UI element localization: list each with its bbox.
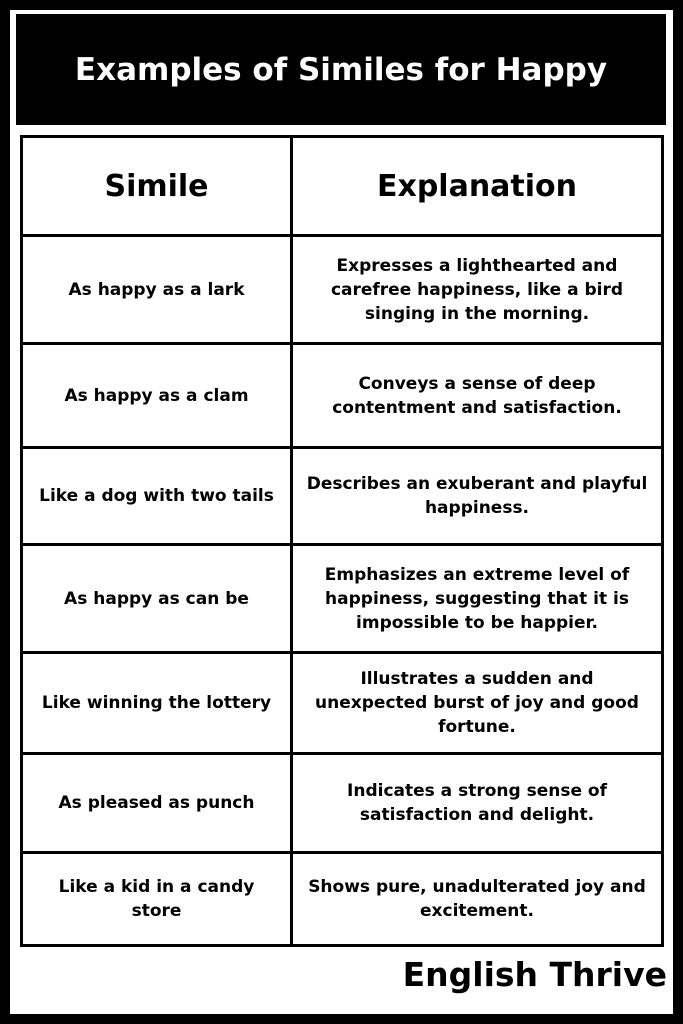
header-explanation: Explanation: [292, 137, 663, 236]
simile-cell: As happy as a lark: [22, 236, 292, 344]
explanation-cell: Indicates a strong sense of satisfaction and delight.: [292, 754, 663, 853]
explanation-cell: Illustrates a sudden and unexpected burst of joy and good fortune.: [292, 653, 663, 754]
table-row: [22, 545, 663, 653]
explanation-cell: Describes an exuberant and playful happiness.: [292, 448, 663, 545]
brand-footer: English Thrive: [402, 955, 667, 994]
page: [10, 10, 673, 1014]
explanation-cell: Emphasizes an extreme level of happiness, suggesting that it is impossible to be happier.: [292, 545, 663, 653]
explanation-cell: Shows pure, unadulterated joy and excitement.: [292, 853, 663, 946]
simile-cell: Like winning the lottery: [22, 653, 292, 754]
page-title: Examples of Similes for Happy: [16, 14, 666, 125]
explanation-cell: Conveys a sense of deep contentment and satisfaction.: [292, 344, 663, 448]
simile-cell: Like a kid in a candy store: [22, 853, 292, 946]
table-row: [22, 853, 663, 946]
similes-table: [20, 135, 664, 947]
table-row: [22, 448, 663, 545]
table-header-row: [22, 137, 663, 236]
header-simile: Simile: [22, 137, 292, 236]
simile-cell: Like a dog with two tails: [22, 448, 292, 545]
explanation-cell: Expresses a lighthearted and carefree happiness, like a bird singing in the morning.: [292, 236, 663, 344]
table-row: [22, 754, 663, 853]
table-row: [22, 236, 663, 344]
simile-cell: As pleased as punch: [22, 754, 292, 853]
table-row: [22, 344, 663, 448]
simile-cell: As happy as a clam: [22, 344, 292, 448]
table-row: [22, 653, 663, 754]
simile-cell: As happy as can be: [22, 545, 292, 653]
